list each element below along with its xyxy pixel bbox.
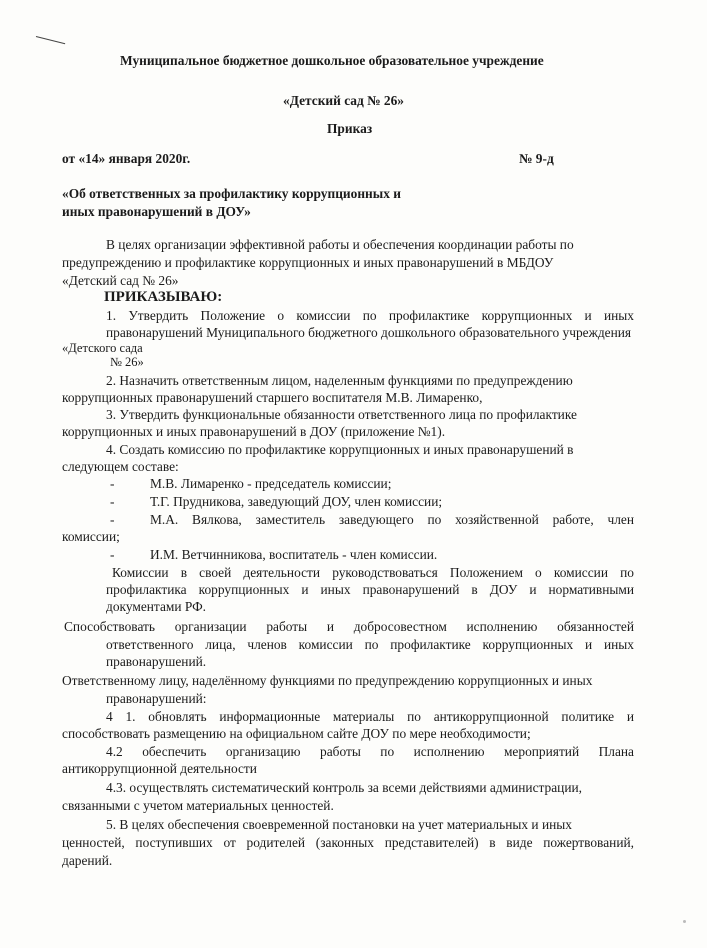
- clause-commission-line-2: профилактика коррупционных и иных правонарушений в ДОУ и нормативными: [106, 582, 634, 597]
- order-number: № 9-д: [519, 151, 554, 166]
- item-1-line-1: 1. Утвердить Положение о комиссии по профилактике коррупционных и иных: [106, 308, 634, 323]
- institution-name: Муниципальное бюджетное дошкольное образовательное учреждение: [120, 53, 544, 68]
- subitem-4-1-line-2: способствовать размещению на официальном сайте ДОУ по мере необходимости;: [62, 726, 531, 741]
- item-5-line-3: дарений.: [62, 853, 113, 868]
- item-5-line-2: ценностей, поступивших от родителей (законных представителей) в виде пожертвований,: [62, 835, 634, 850]
- dash-2: -: [110, 494, 115, 509]
- subitem-4-1-line-1: 4 1. обновлять информационные материалы по антикоррупционной политике и: [106, 709, 634, 724]
- item-2-line-1: 2. Назначить ответственным лицом, наделенным функциями по предупреждению: [106, 373, 573, 388]
- item-3-line-2: коррупционных и иных правонарушений в ДОУ (приложение №1).: [62, 424, 446, 439]
- subitem-4-3-line-1: 4.3. осуществлять систематический контроль за всеми действиями администрации,: [106, 780, 583, 795]
- item-4-line-2: следующем составе:: [62, 459, 179, 474]
- member-3-line-1: М.А. Вялкова, заместитель заведующего по хозяйственной работе, член: [150, 512, 634, 527]
- member-1: М.В. Лимаренко - председатель комиссии;: [150, 476, 392, 491]
- order-word: ПРИКАЗЫВАЮ:: [104, 289, 223, 305]
- intro-line-1: В целях организации эффективной работы и обеспечения координации работы по: [106, 237, 574, 252]
- item-5-line-1: 5. В целях обеспечения своевременной постановки на учет материальных и иных: [106, 817, 572, 832]
- clause-commission-line-3: документами РФ.: [106, 599, 207, 614]
- dash-3: -: [110, 512, 115, 527]
- subject-line-1: «Об ответственных за профилактику коррупционных и: [62, 186, 401, 201]
- dash-1: -: [110, 476, 115, 491]
- clause-assist-line-2: ответственного лица, членов комиссии по профилактике коррупционных и иных: [106, 637, 634, 652]
- item-1-line-4: № 26»: [110, 355, 144, 369]
- subitem-4-2-line-1: 4.2 обеспечить организацию работы по исполнению мероприятий Плана: [106, 744, 634, 759]
- clause-commission-line-1: Комиссии в своей деятельности руководствоваться Положением о комиссии по: [112, 565, 634, 580]
- intro-line-3: «Детский сад № 26»: [62, 273, 179, 288]
- subitem-4-3-line-2: связанными с учетом материальных ценностей.: [62, 798, 334, 813]
- clause-assist-line-1: Способствовать организации работы и добросовестном исполнению обязанностей: [64, 619, 634, 634]
- document-type: Приказ: [327, 121, 373, 136]
- clause-assist-line-3: правонарушений.: [106, 654, 207, 669]
- item-2-line-2: коррупционных правонарушений старшего воспитателя М.В. Лимаренко,: [62, 390, 483, 405]
- member-2: Т.Г. Прудникова, заведующий ДОУ, член комиссии;: [150, 494, 443, 509]
- member-3-line-2: комиссии;: [62, 529, 120, 544]
- item-1-line-3: «Детского сада: [62, 341, 143, 355]
- clause-responsible-line-2: правонарушений:: [106, 691, 207, 706]
- item-3-line-1: 3. Утвердить функциональные обязанности ответственного лица по профилактике: [106, 407, 577, 422]
- item-1-line-2: правонарушений Муниципального бюджетного дошкольного образовательного учреждения: [106, 325, 632, 340]
- order-date: от «14» января 2020г.: [62, 151, 191, 166]
- pen-mark: [36, 36, 65, 44]
- subitem-4-2-line-2: антикоррупционной деятельности: [62, 761, 257, 776]
- kindergarten-name: «Детский сад № 26»: [283, 93, 405, 108]
- intro-line-2: предупреждению и профилактике коррупционных и иных правонарушений в МБДОУ: [62, 255, 554, 270]
- dash-4: -: [110, 547, 115, 562]
- item-4-line-1: 4. Создать комиссию по профилактике коррупционных и иных правонарушений в: [106, 442, 574, 457]
- subject-line-2: иных правонарушений в ДОУ»: [62, 204, 251, 219]
- scan-speck: [683, 920, 686, 923]
- member-4: И.М. Ветчинникова, воспитатель - член комиссии.: [150, 547, 438, 562]
- clause-responsible-line-1: Ответственному лицу, наделённому функциями по предупреждению коррупционных и иных: [62, 673, 593, 688]
